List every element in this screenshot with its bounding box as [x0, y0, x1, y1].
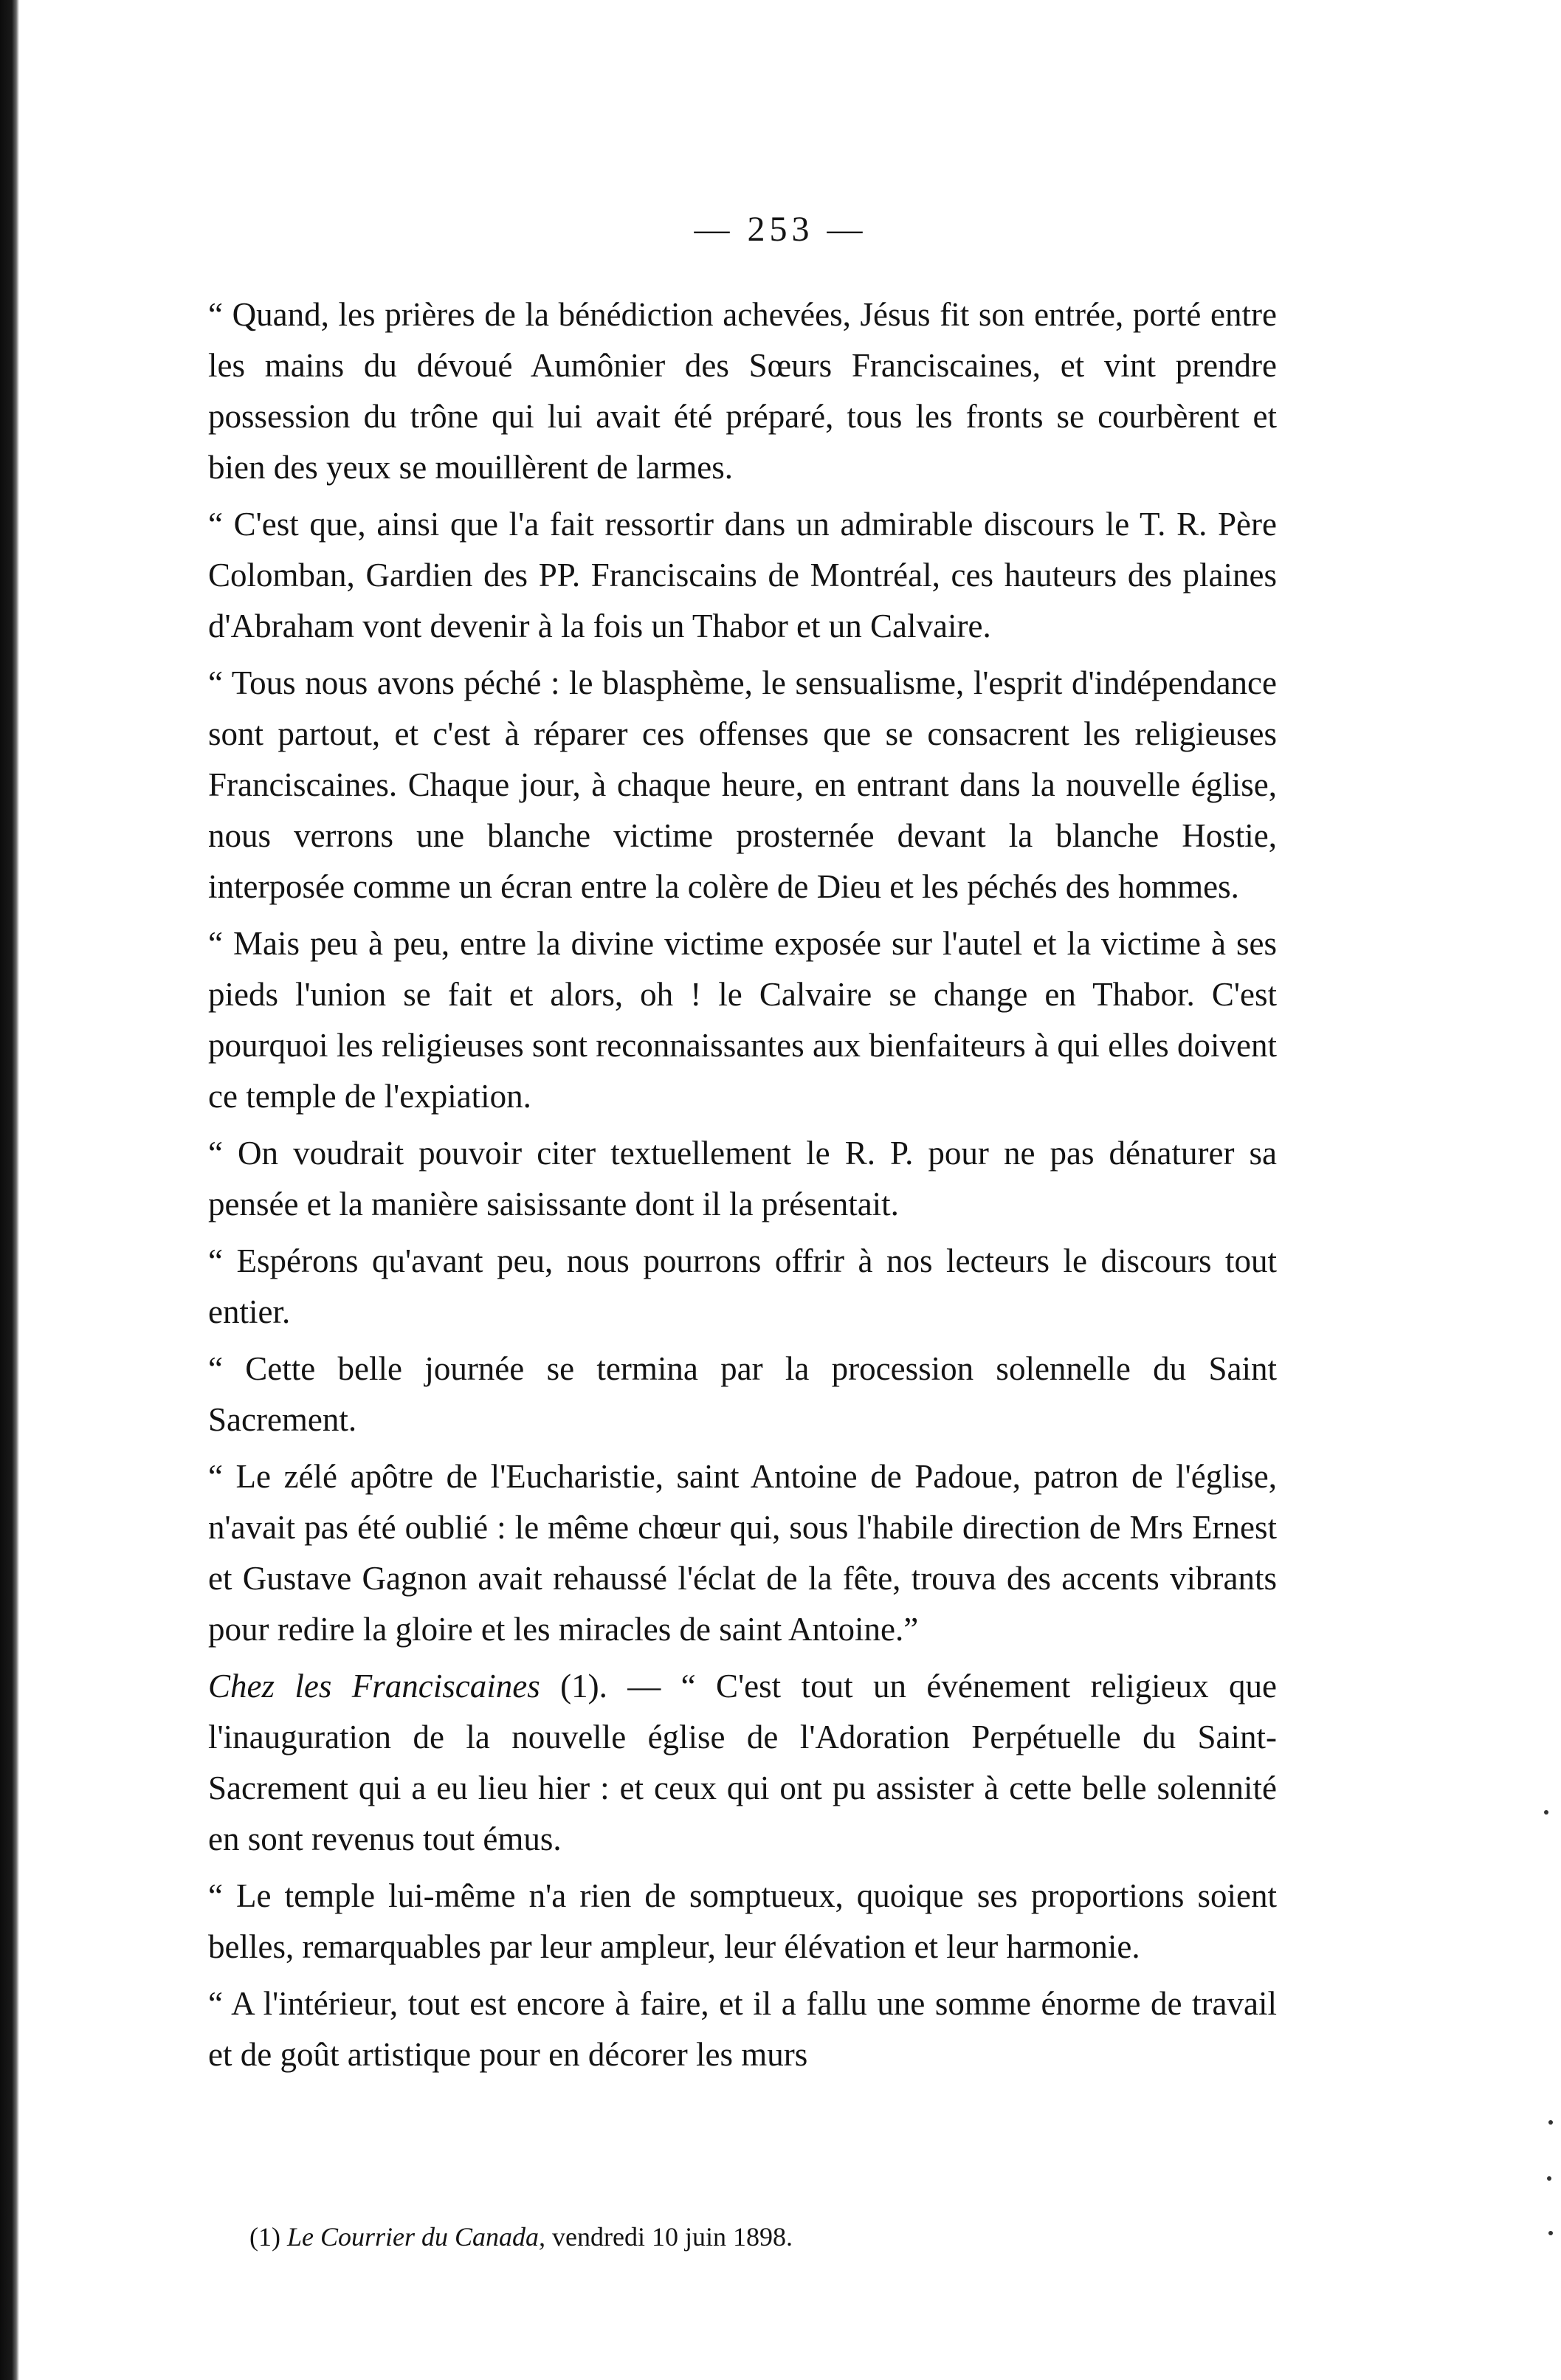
- body-text: [208, 289, 1277, 2080]
- paragraph: “ Quand, les prières de la bénédiction achevées, Jésus fit son entrée, porté entre les mains du dévoué Aumônier des Sœurs Franciscaines, et vint prendre possession du trône qui lui avait été préparé, tous les fronts se courbèrent et bien des yeux se mouillèrent de larmes.: [208, 296, 1277, 486]
- paragraph: “ Espérons qu'avant peu, nous pourrons offrir à nos lecteurs le discours tout entier.: [208, 1242, 1277, 1330]
- page-number: — 253 —: [694, 210, 867, 249]
- section-heading: Chez les Franciscaines: [208, 1668, 540, 1705]
- paragraph: “ Le zélé apôtre de l'Eucharistie, saint Antoine de Padoue, patron de l'église, n'avait pas été oublié : le même chœur qui, sous l'habile direction de Mrs Ernest et Gustave Gagnon avait rehaussé l'éclat de la fête, trouva des accents vibrants pour redire la gloire et les miracles de saint Antoine.”: [208, 1458, 1277, 1648]
- paragraph: “ Le temple lui-même n'a rien de somptueux, quoique ses proportions soient belles, remarquables par leur ampleur, leur élévation et leur harmonie.: [208, 1877, 1277, 1965]
- section-text: (1). — “ C'est tout un événement religieux que l'inauguration de la nouvelle église de l'Adoration Perpétuelle du Saint-Sacrement qui a eu lieu hier : et ceux qui ont pu assister à cette belle solennité en sont revenus tout émus.: [208, 1668, 1277, 1857]
- footnote-marker: (1): [249, 2222, 280, 2252]
- footnote-date: vendredi 10 juin 1898.: [545, 2222, 793, 2252]
- scan-binding-edge: [0, 0, 19, 2380]
- paragraph: “ A l'intérieur, tout est encore à faire, et il a fallu une somme énorme de travail et de goût artistique pour en décorer les murs: [208, 1985, 1277, 2073]
- footnote-source: Le Courrier du Canada,: [286, 2222, 546, 2252]
- scan-speck: [1548, 2231, 1553, 2235]
- paragraph: “ Mais peu à peu, entre la divine victime exposée sur l'autel et la victime à ses pieds l'union se fait et alors, oh ! le Calvaire se change en Thabor. C'est pourquoi les religieuses sont reconnaissantes aux bienfaiteurs à qui elles doivent ce temple de l'expiation.: [208, 925, 1277, 1115]
- footnote: [249, 2218, 1283, 2255]
- paragraph: “ On voudrait pouvoir citer textuellement le R. P. pour ne pas dénaturer sa pensée et la manière saisissante dont il la présentait.: [208, 1135, 1277, 1222]
- scan-speck: [1547, 2176, 1551, 2181]
- paragraph: “ Tous nous avons péché : le blasphème, le sensualisme, l'esprit d'indépendance sont partout, et c'est à réparer ces offenses que se consacrent les religieuses Franciscaines. Chaque jour, à chaque heure, en entrant dans la nouvelle église, nous verrons une blanche victime prosternée devant la blanche Hostie, interposée comme un écran entre la colère de Dieu et les péchés des hommes.: [208, 664, 1277, 905]
- paragraph: “ C'est que, ainsi que l'a fait ressortir dans un admirable discours le T. R. Père Colomban, Gardien des PP. Franciscains de Montréal, ces hauteurs des plaines d'Abraham vont devenir à la fois un Thabor et un Calvaire.: [208, 506, 1277, 644]
- scan-speck: [1544, 1810, 1548, 1815]
- paragraph: “ Cette belle journée se termina par la procession solennelle du Saint Sacrement.: [208, 1350, 1277, 1438]
- section-paragraph: [208, 1661, 1277, 1865]
- scan-speck: [1548, 2120, 1553, 2125]
